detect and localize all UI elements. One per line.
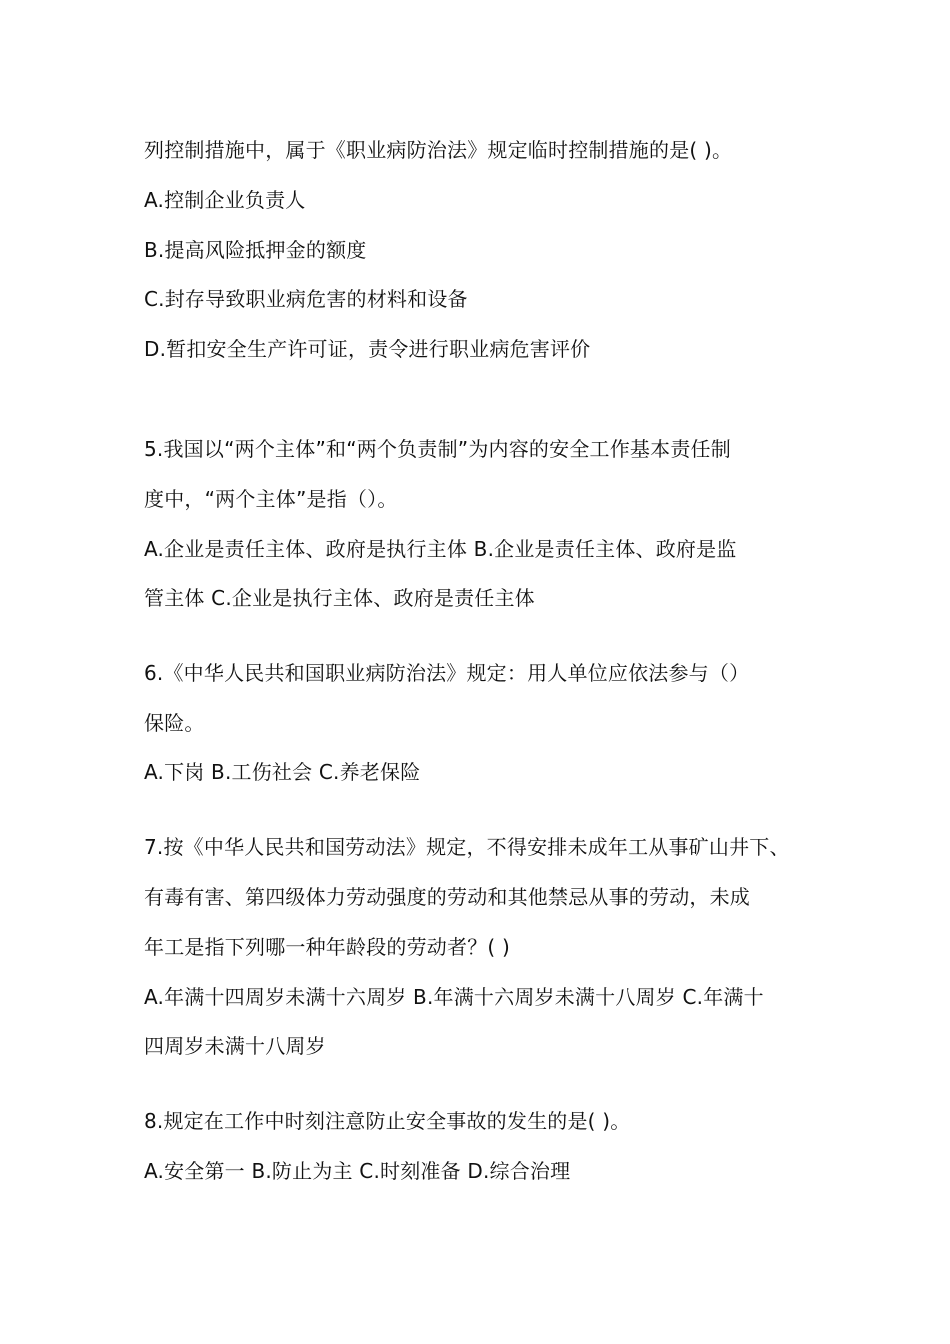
question-8-options: A.安全第一 B.防止为主 C.时刻准备 D.综合治理 [144, 1159, 571, 1183]
question-7-stem-line-3: 年工是指下列哪一种年龄段的劳动者？( ) [144, 935, 510, 959]
question-5-stem-line-1: 5.我国以“两个主体”和“两个负责制”为内容的安全工作基本责任制 [144, 437, 731, 461]
question-5-options-line-2: 管主体 C.企业是执行主体、政府是责任主体 [144, 586, 535, 610]
question-6-stem-line-2: 保险。 [144, 711, 205, 735]
question-4-option-d: D.暂扣安全生产许可证，责令进行职业病危害评价 [144, 337, 591, 361]
question-7-options-line-2: 四周岁未满十八周岁 [144, 1034, 326, 1058]
question-7-stem-line-2: 有毒有害、第四级体力劳动强度的劳动和其他禁忌从事的劳动，未成 [144, 885, 750, 909]
question-4-option-c: C.封存导致职业病危害的材料和设备 [144, 287, 468, 311]
question-6-options: A.下岗 B.工伤社会 C.养老保险 [144, 760, 421, 784]
question-5-stem-line-2: 度中，“两个主体”是指（）。 [144, 487, 398, 511]
question-7-options-line-1: A.年满十四周岁未满十六周岁 B.年满十六周岁未满十八周岁 C.年满十 [144, 985, 764, 1009]
question-4-stem-continuation: 列控制措施中，属于《职业病防治法》规定临时控制措施的是( )。 [144, 138, 733, 162]
question-4-option-b: B.提高风险抵押金的额度 [144, 238, 367, 262]
question-7-stem-line-1: 7.按《中华人民共和国劳动法》规定，不得安排未成年工从事矿山井下、 [144, 835, 790, 859]
question-8-stem: 8.规定在工作中时刻注意防止安全事故的发生的是( )。 [144, 1109, 631, 1133]
question-4-option-a: A.控制企业负责人 [144, 188, 306, 212]
question-5-options-line-1: A.企业是责任主体、政府是执行主体 B.企业是责任主体、政府是监 [144, 537, 737, 561]
question-6-stem-line-1: 6.《中华人民共和国职业病防治法》规定：用人单位应依法参与（） [144, 661, 750, 685]
